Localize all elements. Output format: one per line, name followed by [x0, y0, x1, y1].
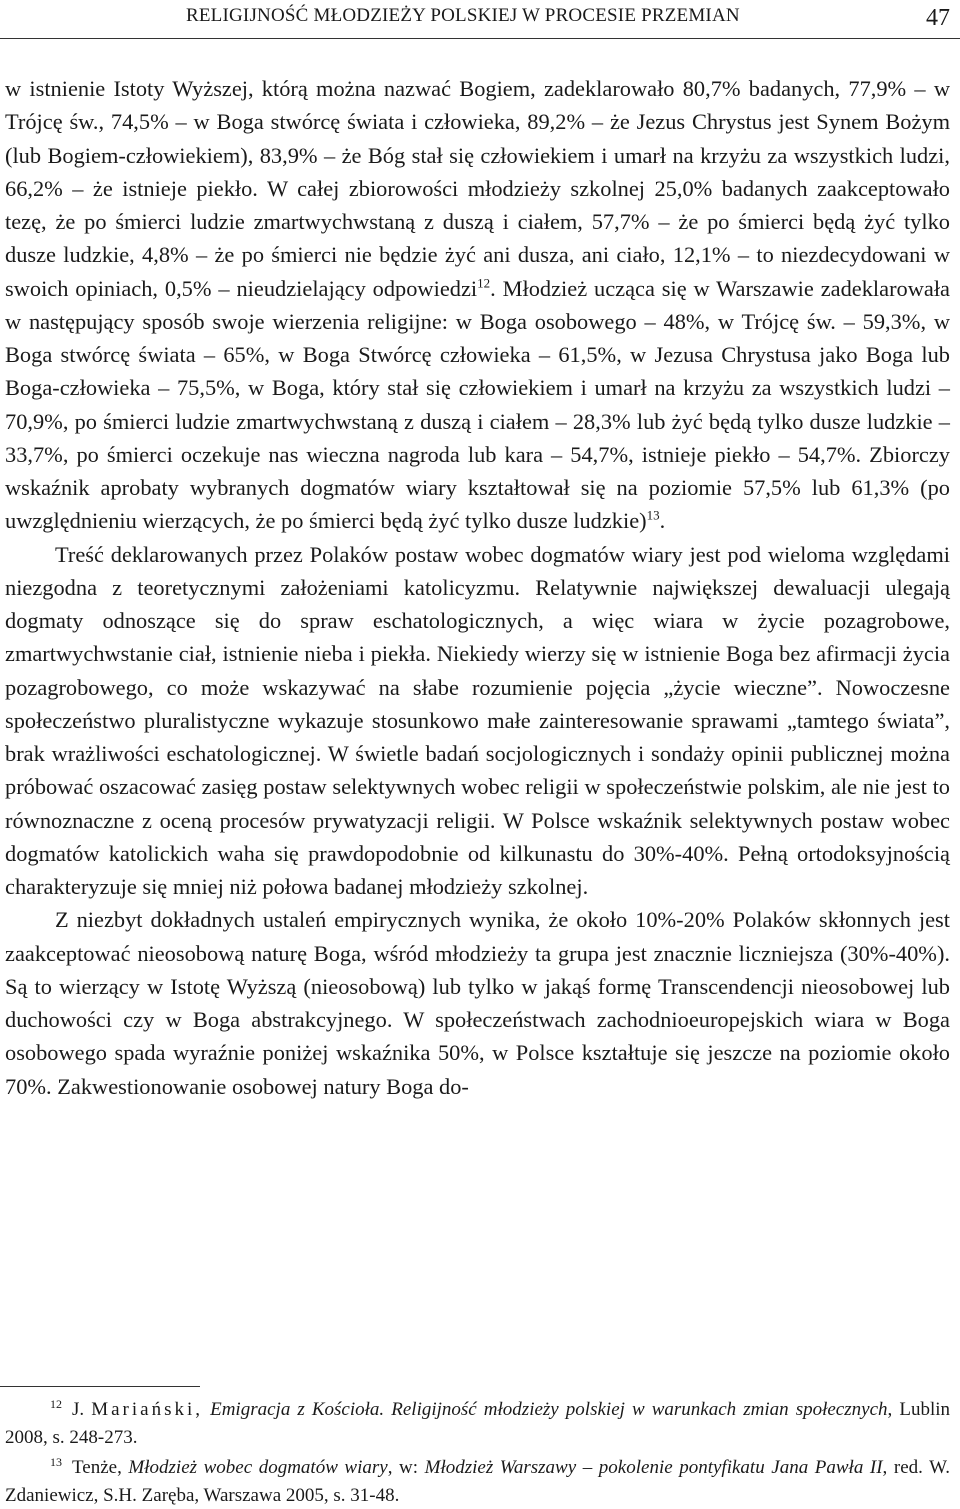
footnote-author: Mariański, [91, 1399, 204, 1420]
running-title: RELIGIJNOŚĆ MŁODZIEŻY POLSKIEJ W PROCESIE PRZEMIAN [186, 5, 740, 26]
footnote-title: Emigracja z Kościoła. Religijność młodzieży polskiej w warunkach zmian społecznych [210, 1399, 888, 1420]
footnote-title-2: Młodzież Warszawy – pokolenie pontyfikatu Jana Pawła II [424, 1457, 883, 1478]
header-rule [0, 38, 960, 39]
footnote-title: Młodzież wobec dogmatów wiary [128, 1457, 388, 1478]
paragraph-2: Treść deklarowanych przez Polaków postaw wobec dogmatów wiary jest pod wieloma względami niezgodna z teoretycznymi założeniami katolicyzmu. Relatywnie największej dewaluacji ulegają dogmaty odnoszące się do spraw eschatologicznych, a więc wiara w życie pozagrobowe, zmartwychwstanie ciał, istnienie nieba i piekła. Niekiedy wierzy się w istnienie Boga bez afirmacji życia pozagrobowego, co może wskazywać na słabe rozumienie pojęcia „życie wieczne”. Nowoczesne społeczeństwo pluralistyczne wykazuje stosunkowo małe zainteresowanie sprawami „tamtego świata”, brak wrażliwości eschatologicznej. W świetle badań socjologicznych i sondaży opinii publicznej można próbować oszacować zasięg postaw selektywnych wobec religii w społeczeństwie polskim, ale nie jest to równoznaczne z oceną procesów prywatyzacji religii. W Polsce wskaźnik selektywnych postaw wobec dogmatów katolickich waha się prawdopodobnie od kilkunastu do 30%-40%. Pełną ortodoksyjnością charakteryzuje się mniej niż połowa badanej młodzieży szkolnej. [5, 541, 950, 899]
footnote-13 [5, 1454, 950, 1509]
footnote-mid: , w: [387, 1457, 419, 1478]
footnote-12 [5, 1396, 950, 1452]
paragraph-1-text-a: w istnienie Istoty Wyższej, którą można nazwać Bogiem, zadeklarowało 80,7% badanych, 77,9% – w Trójcę św., 74,5% – w Boga stwórcę świata i człowieka, 89,2% – że Jezus Chrystus jest Synem Bożym (lub Bogiem-człowiekiem), 83,9% – że Bóg stał się człowiekiem i umarł na krzyżu za wszystkich ludzi, 66,2% – że istnieje piekło. W całej zbiorowości młodzieży szkolnej 25,0% badanych zaakceptowało tezę, że po śmierci ludzie zmartwychwstaną z duszą i ciałem, 57,7% – że po śmierci będą żyć tylko dusze ludzkie, 4,8% – że po śmierci nie będzie żyć ani dusza, ani ciało, 12,1% – to niezdecydowani w swoich opiniach, 0,5% – nieudzielający odpowiedzi [5, 76, 950, 301]
footnote-number: 13 [50, 1454, 62, 1469]
footnote-lead: Tenże, [72, 1457, 122, 1478]
running-header [0, 0, 960, 40]
page-number: 47 [926, 5, 950, 31]
footnotes [5, 1396, 950, 1509]
footnote-publication: , red. W. Zdaniewicz, S.H. Zaręba, Warszawa 2005, s. 31-48. [5, 1457, 951, 1506]
footnote-ref-12[interactable]: 12 [477, 275, 491, 291]
footnote-number: 12 [50, 1396, 62, 1411]
paragraph-3: Z niezbyt dokładnych ustaleń empirycznych wynika, że około 10%-20% Polaków skłonnych jest zaakceptować nieosobową naturę Boga, wśród młodzieży ta grupa jest znacznie liczniejsza (30%-40%). Są to wierzący w Istotę Wyższą (nieosobową) lub tylko w jakąś formę Transcendencji nieosobowej lub duchowości czy w Boga abstrakcyjnego. W społeczeństwach zachodnioeuropejskich wiara w Boga osobowego spada wyraźnie poniżej wskaźnika 50%, w Polsce kształtuje się jeszcze na poziomie około 70%. Zakwestionowanie osobowej natury Boga do- [5, 907, 950, 1099]
paragraph-1 [5, 72, 950, 538]
footnote-author-initial: J. [72, 1399, 85, 1420]
footnote-publication: , Lublin 2008, s. 248-273. [5, 1399, 951, 1448]
body-text [5, 72, 950, 1103]
footnote-separator [0, 1386, 200, 1387]
footnote-ref-13[interactable]: 13 [646, 507, 660, 523]
paragraph-1-text-c: . [659, 508, 666, 534]
paragraph-1-text-b: . Młodzież ucząca się w Warszawie zadeklarowała w następujący sposób swoje wierzenia religijne: w Boga osobowego – 48%, w Trójcę św. – 59,3%, w Boga stwórcę świata – 65%, w Boga Stwórcę człowieka – 61,5%, w Jezusa Chrystusa jako Boga lub Boga-człowieka – 75,5%, w Boga, który stał się człowiekiem i umarł na krzyżu za wszystkich ludzi – 70,9%, po śmierci ludzie zmartwychwstaną z duszą i ciałem – 28,3% lub żyć będą tylko dusze ludzkie – 33,7%, po śmierci oczekuje nas wieczna nagroda lub kara – 54,7%, istnieje piekło – 54,7%. Zbiorczy wskaźnik aprobaty wybranych dogmatów wiary kształtował się na poziomie 57,5% lub 61,3% (po uwzględnieniu wierzących, że po śmierci będą żyć tylko dusze ludzkie) [5, 275, 950, 534]
